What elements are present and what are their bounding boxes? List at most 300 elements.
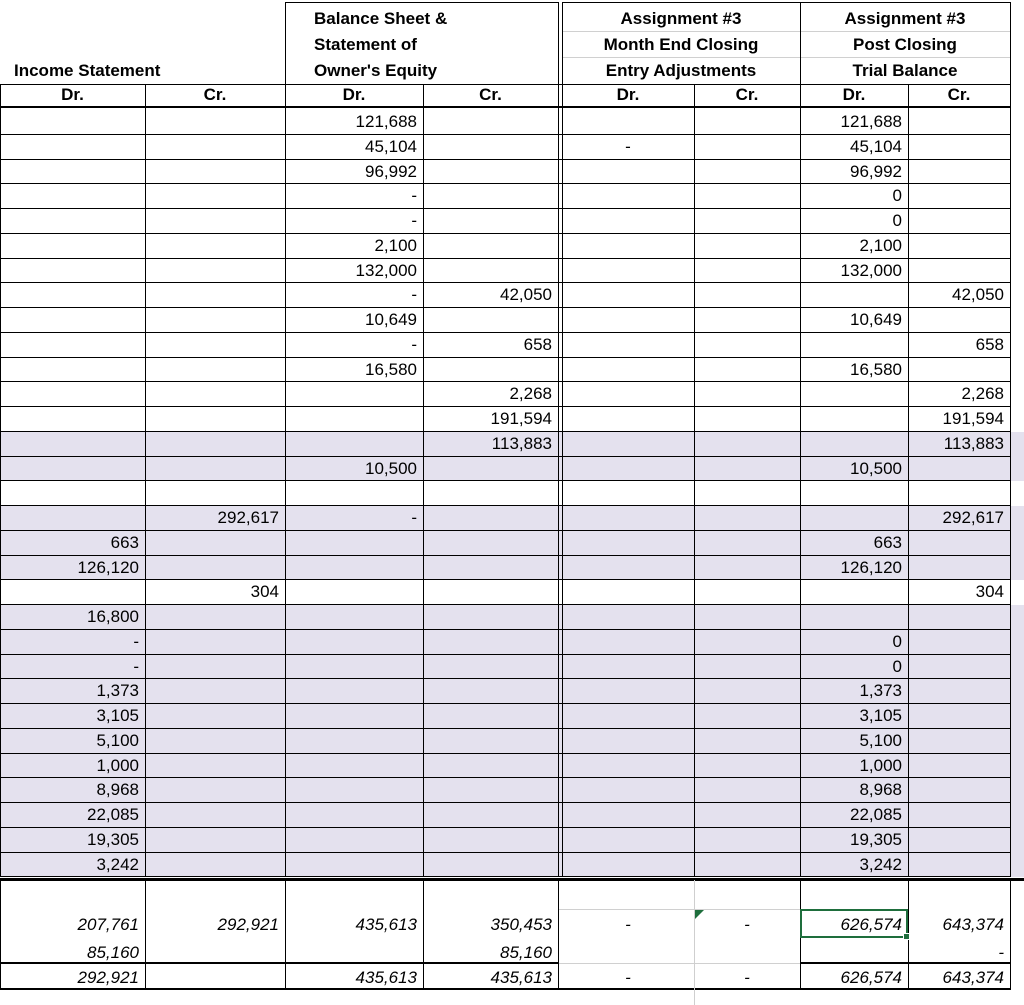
pc-dr-cell[interactable]: 663 [873, 532, 902, 552]
me-dr-cell[interactable] [562, 605, 694, 630]
pc-cr-total-cell[interactable]: - [998, 943, 1004, 962]
bs-cr-cell[interactable] [423, 184, 558, 209]
me-cr-cell[interactable] [694, 655, 800, 680]
totals-top-rule [0, 878, 1024, 881]
pc-cr-cell[interactable] [908, 803, 1010, 828]
bs-cr-cell[interactable] [423, 556, 558, 581]
bs-dr-cell[interactable] [285, 432, 423, 457]
me-dr-cell[interactable] [562, 234, 694, 259]
bs-dr-cell[interactable] [285, 803, 423, 828]
pc-cr-cell[interactable] [908, 556, 1010, 581]
me-header-rule [562, 31, 800, 32]
pc-dr-cell[interactable]: 1,373 [859, 681, 902, 701]
month-end-header-line2: Month End Closing [603, 35, 759, 54]
pc-cr-cell[interactable] [908, 135, 1010, 160]
header-rule [0, 84, 1010, 85]
is-dr-cell[interactable]: - [133, 656, 139, 676]
pc-cr-cell[interactable]: 191,594 [942, 409, 1004, 428]
post-closing-header-line3: Trial Balance [852, 61, 958, 80]
bs-cr-cell[interactable] [423, 828, 558, 853]
month-end-header-line1: Assignment #3 [620, 9, 742, 28]
bs-dr-cell[interactable] [285, 531, 423, 556]
pc-dr-cell[interactable]: 1,000 [859, 755, 902, 775]
me-dr-cell[interactable] [562, 308, 694, 333]
pc-cr-cell[interactable] [908, 358, 1010, 383]
me-cr-cell[interactable] [694, 754, 800, 779]
me-cr-cell[interactable] [694, 556, 800, 581]
pc-dr-cell[interactable] [800, 580, 908, 605]
pc-dr-total-cell[interactable] [800, 940, 908, 965]
is-cr-cell[interactable] [145, 283, 285, 308]
bs-dr-cell[interactable]: - [411, 211, 417, 230]
is-cr-cell[interactable] [145, 407, 285, 432]
me-dr-cell[interactable] [562, 754, 694, 779]
is-dr-cell[interactable] [0, 209, 145, 234]
is-dr-cell[interactable] [0, 308, 145, 333]
pc-dr-cell[interactable]: 16,580 [850, 359, 902, 379]
me-dr-cell[interactable] [562, 853, 694, 878]
bs-cr-cell[interactable] [423, 308, 558, 333]
bs-cr-cell[interactable] [423, 580, 558, 605]
is-cr-header: Cr. [203, 85, 227, 104]
me-dr-cell[interactable] [562, 259, 694, 284]
me-dr-cell[interactable] [562, 333, 694, 358]
me-dr-cell[interactable] [562, 481, 694, 506]
me-cr-cell[interactable] [694, 160, 800, 185]
column-rule [558, 84, 559, 877]
pc-dr-cell[interactable]: 2,100 [859, 235, 902, 255]
pc-dr-cell[interactable]: 96,992 [850, 161, 902, 181]
income-statement-header: Income Statement [14, 61, 161, 80]
bs-cr-cell[interactable]: 2,268 [509, 384, 552, 404]
pc-cr-cell[interactable] [908, 729, 1010, 754]
me-cr-cell[interactable] [694, 704, 800, 729]
pc-cr-cell[interactable] [908, 209, 1010, 234]
bs-cr-header: Cr. [479, 85, 502, 104]
is-cr-cell[interactable] [145, 110, 285, 135]
me-dr-cell[interactable] [562, 457, 694, 482]
pc-dr-cell[interactable]: 45,104 [850, 136, 902, 156]
is-dr-cell[interactable] [0, 135, 145, 160]
bs-cr-cell[interactable] [423, 209, 558, 234]
is-dr-cell[interactable]: 3,105 [96, 706, 139, 725]
is-dr-cell[interactable]: 16,800 [87, 607, 139, 626]
pc-cr-cell[interactable] [908, 184, 1010, 209]
me-dr-cell[interactable] [562, 778, 694, 803]
is-cr-cell[interactable]: 304 [250, 582, 279, 602]
me-cr-cell[interactable] [694, 184, 800, 209]
pc-dr-cell[interactable] [800, 283, 908, 308]
is-dr-cell[interactable]: 1,373 [96, 681, 139, 701]
is-dr-cell[interactable]: 19,305 [87, 829, 139, 849]
is-cr-cell[interactable] [145, 531, 285, 556]
bs-dr-cell[interactable] [285, 729, 423, 754]
me-cr-cell[interactable] [694, 853, 800, 878]
bs-cr-cell[interactable] [423, 457, 558, 482]
me-dr-total-cell[interactable]: - [625, 915, 631, 934]
pc-cr-cell[interactable] [908, 110, 1010, 135]
me-cr-cell[interactable] [694, 432, 800, 457]
is-cr-cell[interactable] [145, 333, 285, 358]
bs-cr-cell[interactable] [423, 605, 558, 630]
bs-dr-cell[interactable] [285, 605, 423, 630]
post-closing-header-line2: Post Closing [853, 35, 957, 54]
me-cr-header: Cr. [735, 85, 759, 104]
pc-cr-cell[interactable] [908, 259, 1010, 284]
is-dr-cell[interactable] [0, 259, 145, 284]
bs-cr-cell[interactable] [423, 853, 558, 878]
bs-cr-cell[interactable]: 658 [523, 334, 552, 354]
totals-column-rule [1010, 880, 1011, 990]
is-dr-cell[interactable] [0, 382, 145, 407]
is-cr-total-cell[interactable]: 292,921 [217, 915, 279, 934]
pc-cr-cell[interactable]: 658 [975, 334, 1004, 354]
me-dr-cell[interactable] [562, 160, 694, 185]
me-cr-cell[interactable] [694, 531, 800, 556]
is-dr-total-cell[interactable]: 85,160 [87, 943, 139, 962]
bs-dr-cell[interactable] [285, 556, 423, 581]
bs-dr-cell[interactable]: - [411, 285, 417, 305]
me-dr-cell[interactable] [562, 283, 694, 308]
is-cr-cell[interactable] [145, 308, 285, 333]
is-dr-cell[interactable]: 1,000 [96, 755, 139, 775]
bs-dr-cell[interactable] [285, 580, 423, 605]
pc-cr-cell[interactable] [908, 630, 1010, 655]
bs-cr-total-cell[interactable]: 85,160 [500, 943, 552, 962]
pc-dr-header: Dr. [842, 85, 866, 104]
me-cr-cell[interactable] [694, 630, 800, 655]
bs-dr-total-cell[interactable] [285, 940, 423, 965]
pc-dr-cell[interactable]: 0 [892, 656, 902, 676]
adj-header-top-rule [562, 2, 1010, 3]
pc-dr-cell[interactable]: 3,105 [859, 706, 902, 725]
is-cr-cell[interactable]: 292,617 [217, 508, 279, 527]
is-dr-cell[interactable] [0, 184, 145, 209]
pc-dr-cell[interactable] [800, 382, 908, 407]
is-cr-total-cell[interactable] [145, 965, 285, 990]
bs-cr-cell[interactable] [423, 679, 558, 704]
is-cr-cell[interactable] [145, 655, 285, 680]
bs-cr-cell[interactable] [423, 506, 558, 531]
is-cr-cell[interactable] [145, 828, 285, 853]
pc-dr-cell[interactable] [800, 432, 908, 457]
pc-cr-total-cell[interactable]: 643,374 [942, 968, 1004, 987]
bs-dr-cell[interactable] [285, 853, 423, 878]
me-dr-cell[interactable]: - [625, 136, 631, 156]
me-dr-cell[interactable] [562, 432, 694, 457]
pc-dr-cell[interactable] [800, 506, 908, 531]
me-cr-cell[interactable] [694, 729, 800, 754]
bs-cr-cell[interactable] [423, 704, 558, 729]
pc-cr-cell[interactable]: 292,617 [942, 508, 1004, 527]
is-cr-cell[interactable] [145, 803, 285, 828]
me-cr-cell[interactable] [694, 803, 800, 828]
pc-cr-header: Cr. [947, 85, 971, 104]
is-dr-cell[interactable] [0, 160, 145, 185]
pc-dr-cell[interactable]: 0 [892, 631, 902, 651]
is-dr-cell[interactable] [0, 506, 145, 531]
is-dr-cell[interactable] [0, 432, 145, 457]
header-bottom-rule [0, 106, 1010, 108]
pc-cr-cell[interactable] [908, 160, 1010, 185]
pc-dr-cell[interactable]: 10,500 [850, 458, 902, 478]
me-cr-cell[interactable] [694, 333, 800, 358]
is-dr-cell[interactable] [0, 358, 145, 383]
me-dr-cell[interactable] [562, 407, 694, 432]
me-dr-cell[interactable] [562, 803, 694, 828]
pc-dr-cell[interactable] [800, 333, 908, 358]
pc-cr-cell[interactable] [908, 853, 1010, 878]
is-cr-cell[interactable] [145, 778, 285, 803]
me-cr-cell[interactable] [694, 457, 800, 482]
me-dr-cell[interactable] [562, 110, 694, 135]
me-cr-cell[interactable] [694, 506, 800, 531]
bs-dr-cell[interactable] [285, 778, 423, 803]
pc-dr-cell[interactable]: 0 [892, 211, 902, 230]
me-cr-cell[interactable] [694, 580, 800, 605]
bs-dr-cell[interactable] [285, 828, 423, 853]
is-dr-cell[interactable] [0, 580, 145, 605]
me-cr-total-cell[interactable]: - [744, 968, 750, 987]
bs-cr-cell[interactable]: 42,050 [500, 285, 552, 305]
is-dr-cell[interactable]: 22,085 [87, 805, 139, 824]
me-dr-cell[interactable] [562, 580, 694, 605]
pc-dr-total-cell[interactable]: 626,574 [840, 915, 902, 934]
bs-dr-cell[interactable] [285, 481, 423, 506]
bs-dr-cell[interactable]: - [411, 508, 417, 527]
is-dr-cell[interactable] [0, 110, 145, 135]
me-cr-cell[interactable] [694, 308, 800, 333]
bs-dr-cell[interactable]: 132,000 [355, 260, 417, 280]
is-cr-cell[interactable] [145, 135, 285, 160]
bs-dr-cell[interactable] [285, 655, 423, 680]
bs-dr-cell[interactable]: 96,992 [365, 161, 417, 181]
bs-cr-cell[interactable] [423, 135, 558, 160]
me-cr-cell[interactable] [694, 283, 800, 308]
column-rule [1010, 84, 1011, 877]
bs-dr-cell[interactable]: - [411, 334, 417, 354]
me-cr-total-cell[interactable] [694, 940, 800, 965]
pc-dr-cell[interactable]: 3,242 [859, 854, 902, 874]
me-cr-cell[interactable] [694, 135, 800, 160]
is-dr-total-cell[interactable]: 207,761 [77, 915, 139, 934]
me-cr-cell[interactable] [694, 605, 800, 630]
bs-cr-cell[interactable] [423, 481, 558, 506]
is-cr-cell[interactable] [145, 432, 285, 457]
is-dr-cell[interactable]: 5,100 [96, 730, 139, 750]
pc-dr-cell[interactable] [800, 407, 908, 432]
totals-column-rule [558, 880, 559, 990]
bs-dr-header: Dr. [342, 85, 366, 104]
bs-dr-cell[interactable]: 16,580 [365, 359, 417, 379]
bs-dr-cell[interactable]: 45,104 [365, 136, 417, 156]
bs-cr-total-cell[interactable]: 350,453 [490, 915, 552, 934]
me-cr-cell[interactable] [694, 358, 800, 383]
me-dr-cell[interactable] [562, 630, 694, 655]
pc-cr-cell[interactable] [908, 778, 1010, 803]
bs-dr-cell[interactable] [285, 679, 423, 704]
me-dr-total-cell[interactable]: - [625, 968, 631, 987]
pc-cr-cell[interactable] [908, 828, 1010, 853]
me-dr-cell[interactable] [562, 382, 694, 407]
is-cr-cell[interactable] [145, 234, 285, 259]
is-cr-cell[interactable] [145, 358, 285, 383]
is-dr-cell[interactable] [0, 481, 145, 506]
is-cr-cell[interactable] [145, 184, 285, 209]
is-cr-cell[interactable] [145, 605, 285, 630]
bs-dr-cell[interactable] [285, 754, 423, 779]
is-dr-cell[interactable]: - [133, 631, 139, 651]
pc-cr-cell[interactable]: 113,883 [943, 433, 1004, 453]
is-dr-cell[interactable] [0, 283, 145, 308]
is-cr-cell[interactable] [145, 704, 285, 729]
bs-dr-cell[interactable] [285, 630, 423, 655]
bs-cr-cell[interactable] [423, 754, 558, 779]
pc-dr-cell[interactable]: 132,000 [840, 260, 902, 280]
bs-cr-cell[interactable] [423, 531, 558, 556]
me-cr-cell[interactable] [694, 778, 800, 803]
is-cr-cell[interactable] [145, 481, 285, 506]
header-column-rule [1010, 2, 1011, 84]
me-dr-cell[interactable] [562, 729, 694, 754]
bs-cr-cell[interactable] [423, 358, 558, 383]
bs-dr-cell[interactable] [285, 407, 423, 432]
me-cr-cell[interactable] [694, 234, 800, 259]
bs-cr-cell[interactable] [423, 630, 558, 655]
me-cr-cell[interactable] [694, 481, 800, 506]
pc-cr-cell[interactable] [908, 655, 1010, 680]
is-cr-total-cell[interactable] [145, 940, 285, 965]
pc-cr-cell[interactable] [908, 754, 1010, 779]
is-cr-cell[interactable] [145, 259, 285, 284]
pc-cr-cell[interactable] [908, 457, 1010, 482]
is-dr-cell[interactable]: 3,242 [96, 854, 139, 874]
me-cr-cell[interactable] [694, 110, 800, 135]
is-cr-cell[interactable] [145, 754, 285, 779]
pc-dr-cell[interactable]: 22,085 [850, 805, 902, 824]
bs-cr-cell[interactable] [423, 729, 558, 754]
bs-cr-cell[interactable] [423, 803, 558, 828]
bs-dr-cell[interactable]: - [411, 186, 417, 206]
bs-dr-cell[interactable]: 10,500 [365, 458, 417, 478]
pc-dr-cell[interactable] [800, 605, 908, 630]
bs-cr-total-cell[interactable]: 435,613 [490, 968, 552, 987]
is-dr-cell[interactable] [0, 333, 145, 358]
me-dr-cell[interactable] [562, 655, 694, 680]
is-cr-cell[interactable] [145, 160, 285, 185]
bs-cr-cell[interactable] [423, 234, 558, 259]
bs-dr-cell[interactable]: 2,100 [374, 235, 417, 255]
pc-dr-cell[interactable]: 19,305 [850, 829, 902, 849]
me-cr-cell[interactable] [694, 679, 800, 704]
pc-dr-cell[interactable]: 5,100 [859, 730, 902, 750]
pc-cr-cell[interactable] [908, 531, 1010, 556]
me-cr-cell[interactable] [694, 407, 800, 432]
me-cr-cell[interactable] [694, 209, 800, 234]
bs-cr-cell[interactable] [423, 160, 558, 185]
bs-cr-cell[interactable] [423, 778, 558, 803]
is-cr-cell[interactable] [145, 729, 285, 754]
header-column-rule [285, 2, 286, 84]
me-dr-cell[interactable] [562, 531, 694, 556]
me-dr-cell[interactable] [562, 506, 694, 531]
pc-cr-cell[interactable] [908, 308, 1010, 333]
pc-cr-cell[interactable] [908, 605, 1010, 630]
me-dr-cell[interactable] [562, 556, 694, 581]
bs-cr-cell[interactable]: 191,594 [490, 409, 552, 428]
bs-cr-cell[interactable]: 113,883 [491, 433, 552, 453]
pc-cr-cell[interactable]: 42,050 [952, 285, 1004, 305]
is-dr-cell[interactable] [0, 457, 145, 482]
pc-dr-total-cell[interactable]: 626,574 [840, 968, 902, 987]
pc-dr-cell[interactable]: 121,688 [840, 112, 902, 131]
pc-cr-cell[interactable] [908, 481, 1010, 506]
bs-dr-cell[interactable]: 121,688 [355, 112, 417, 131]
pc-dr-cell[interactable]: 0 [892, 186, 902, 206]
bs-dr-cell[interactable] [285, 382, 423, 407]
is-cr-cell[interactable] [145, 382, 285, 407]
fill-handle[interactable] [903, 933, 910, 940]
bs-cr-cell[interactable] [423, 259, 558, 284]
bs-dr-total-cell[interactable]: 435,613 [355, 968, 417, 987]
pc-dr-cell[interactable]: 10,649 [850, 310, 902, 329]
header-column-rule [800, 2, 801, 84]
bs-dr-cell[interactable] [285, 704, 423, 729]
pc-header-rule [800, 31, 1010, 32]
header-column-rule [562, 2, 563, 84]
me-dr-cell[interactable] [562, 679, 694, 704]
is-cr-cell[interactable] [145, 209, 285, 234]
bs-cr-cell[interactable] [423, 655, 558, 680]
pc-dr-cell[interactable] [800, 481, 908, 506]
me-cr-cell[interactable] [694, 828, 800, 853]
is-cr-cell[interactable] [145, 679, 285, 704]
me-dr-total-cell[interactable] [562, 940, 694, 965]
is-dr-total-cell[interactable]: 292,921 [77, 968, 139, 987]
me-cr-cell[interactable] [694, 382, 800, 407]
me-dr-cell[interactable] [562, 704, 694, 729]
pc-cr-cell[interactable] [908, 234, 1010, 259]
is-dr-cell[interactable]: 663 [110, 532, 139, 552]
pc-cr-total-cell[interactable]: 643,374 [942, 915, 1004, 934]
is-dr-cell[interactable]: 8,968 [96, 780, 139, 800]
pc-dr-cell[interactable]: 126,120 [840, 557, 902, 577]
is-cr-cell[interactable] [145, 457, 285, 482]
bs-cr-cell[interactable] [423, 110, 558, 135]
pc-cr-cell[interactable] [908, 704, 1010, 729]
pc-header-rule [800, 57, 1010, 58]
me-cr-total-cell[interactable]: - [744, 915, 750, 934]
bs-dr-total-cell[interactable]: 435,613 [355, 915, 417, 934]
is-cr-cell[interactable] [145, 556, 285, 581]
me-dr-cell[interactable] [562, 209, 694, 234]
bs-dr-cell[interactable]: 10,649 [365, 310, 417, 329]
is-dr-cell[interactable] [0, 234, 145, 259]
is-dr-cell[interactable]: 126,120 [77, 557, 139, 577]
pc-dr-cell[interactable]: 8,968 [859, 780, 902, 800]
me-dr-cell[interactable] [562, 358, 694, 383]
is-cr-cell[interactable] [145, 630, 285, 655]
me-dr-cell[interactable] [562, 828, 694, 853]
pc-cr-cell[interactable]: 304 [975, 582, 1004, 602]
is-cr-cell[interactable] [145, 853, 285, 878]
me-cr-cell[interactable] [694, 259, 800, 284]
pc-cr-cell[interactable] [908, 679, 1010, 704]
pc-cr-cell[interactable]: 2,268 [961, 384, 1004, 404]
is-dr-cell[interactable] [0, 407, 145, 432]
selected-cell-outline[interactable] [800, 909, 908, 938]
me-dr-cell[interactable] [562, 184, 694, 209]
